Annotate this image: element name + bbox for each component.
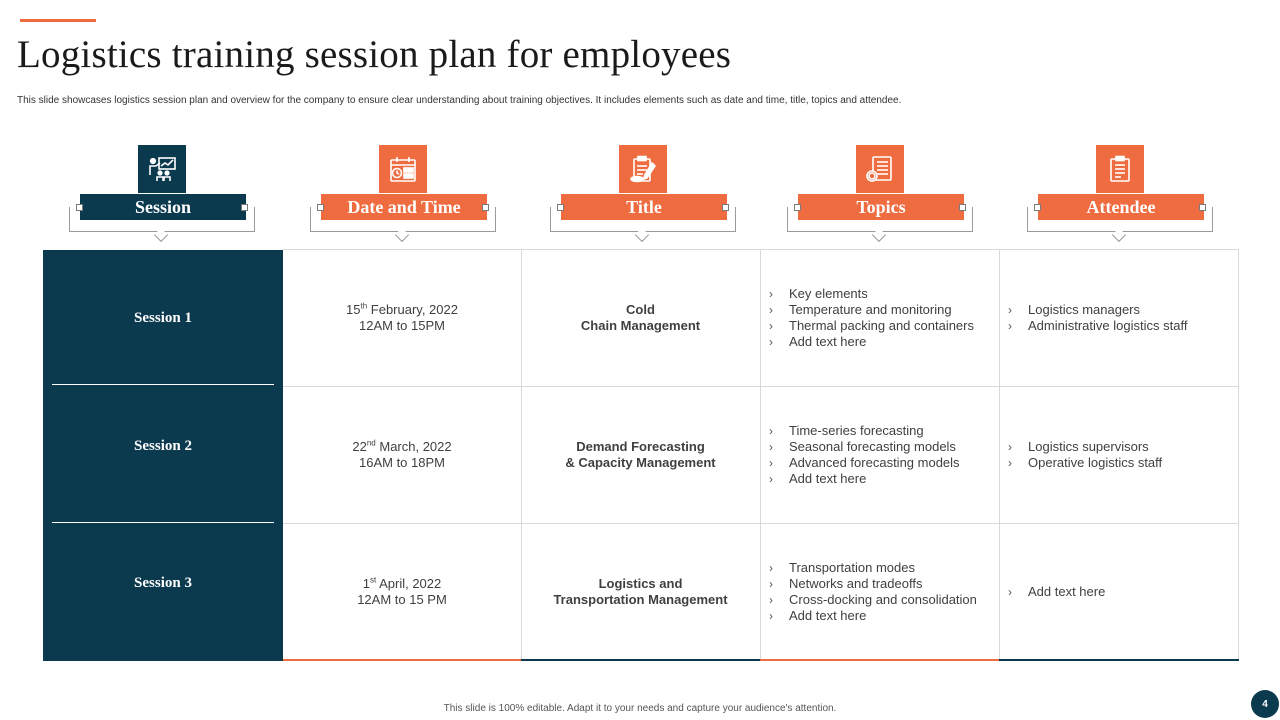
chevron-right-icon: › (1008, 584, 1012, 599)
chevron-right-icon: › (769, 423, 773, 438)
list-item: › Add text here (769, 607, 867, 623)
title-cell (521, 386, 760, 523)
connector-dot (482, 204, 489, 211)
clipboard-pen-icon (619, 145, 667, 193)
chevron-right-icon: › (769, 576, 773, 591)
list-item: › Thermal packing and containers (769, 317, 974, 333)
page-title: Logistics training session plan for employees (17, 33, 732, 76)
list-item: › Logistics supervisors (1008, 438, 1149, 454)
date-text: 22nd March, 2022 (352, 438, 452, 454)
chevron-right-icon: › (1008, 455, 1012, 470)
document-list-icon (856, 145, 904, 193)
connector-dot (1199, 204, 1206, 211)
list-item: › Add text here (1008, 583, 1106, 599)
date-time-cell (283, 386, 521, 523)
chevron-right-icon: › (769, 302, 773, 317)
chevron-right-icon: › (769, 560, 773, 575)
attendee-cell (1008, 523, 1238, 660)
title-cell (521, 249, 760, 386)
list-item: › Temperature and monitoring (769, 301, 952, 317)
list-item: › Key elements (769, 285, 868, 301)
title-cell (521, 523, 760, 660)
calendar-icon (379, 145, 427, 193)
list-item: › Transportation modes (769, 559, 915, 575)
connector-dot (959, 204, 966, 211)
connector-dot (317, 204, 324, 211)
chevron-right-icon: › (1008, 439, 1012, 454)
list-item: › Time-series forecasting (769, 422, 924, 438)
column-divider (999, 249, 1000, 661)
attendee-cell (1008, 249, 1238, 386)
time-text: 16AM to 18PM (359, 454, 445, 470)
chevron-right-icon: › (769, 471, 773, 486)
header-attendee (1027, 145, 1213, 241)
chevron-right-icon: › (769, 439, 773, 454)
list-item: › Networks and tradeoffs (769, 575, 923, 591)
list-item: › Administrative logistics staff (1008, 317, 1188, 333)
slide-description: This slide showcases logistics session plan and overview for the company to ensure clear understanding about training objectives. It includes elements such as date and time, title, topics and attendee. (17, 95, 902, 106)
sessions-column (43, 250, 283, 661)
header-date-time (310, 145, 496, 241)
attendee-cell (1008, 386, 1238, 523)
list-item: › Operative logistics staff (1008, 454, 1163, 470)
page-number-badge: 4 (1251, 690, 1279, 718)
chevron-right-icon: › (1008, 302, 1012, 317)
chevron-right-icon: › (769, 455, 773, 470)
date-time-cell (283, 249, 521, 386)
chevron-right-icon: › (769, 286, 773, 301)
title-line: & Capacity Management (565, 454, 716, 470)
list-item: › Seasonal forecasting models (769, 438, 956, 454)
date-text: 1st April, 2022 (362, 575, 442, 591)
time-text: 12AM to 15 PM (357, 591, 447, 607)
connector-dot (557, 204, 564, 211)
title-line: Cold (626, 301, 655, 317)
column-divider (760, 249, 761, 661)
title-line: Chain Management (580, 317, 701, 333)
presentation-icon (138, 145, 186, 193)
list-item: › Logistics managers (1008, 301, 1140, 317)
footer-note: This slide is 100% editable. Adapt it to your needs and capture your audience's attention. (443, 703, 837, 714)
header-label: Attendee (1038, 194, 1204, 220)
title-line: Transportation Management (553, 591, 728, 607)
chevron-right-icon: › (769, 592, 773, 607)
title-line: Demand Forecasting (576, 438, 705, 454)
topics-cell (769, 523, 999, 660)
table-border (1238, 249, 1239, 661)
list-item: › Cross-docking and consolidation (769, 591, 977, 607)
time-text: 12AM to 15PM (359, 317, 445, 333)
connector-dot (76, 204, 83, 211)
session-label: Session 2 (134, 438, 192, 454)
topics-cell (769, 249, 999, 386)
session-label: Session 1 (134, 310, 192, 326)
chevron-right-icon: › (769, 318, 773, 333)
header-title (550, 145, 736, 241)
chevron-right-icon: › (769, 608, 773, 623)
list-item: › Add text here (769, 333, 867, 349)
checklist-icon (1096, 145, 1144, 193)
connector-dot (722, 204, 729, 211)
title-line: Logistics and (598, 575, 683, 591)
list-item: › Add text here (769, 470, 867, 486)
list-item: › Advanced forecasting models (769, 454, 960, 470)
accent-line (20, 19, 96, 22)
topics-cell (769, 386, 999, 523)
header-label: Title (561, 194, 727, 220)
session-label: Session 3 (134, 575, 192, 591)
date-text: 15th February, 2022 (346, 301, 458, 317)
plan-table (283, 249, 1239, 661)
connector-dot (241, 204, 248, 211)
date-time-cell (283, 523, 521, 660)
header-label: Date and Time (321, 194, 487, 220)
connector-dot (794, 204, 801, 211)
chevron-right-icon: › (1008, 318, 1012, 333)
connector-dot (1034, 204, 1041, 211)
header-label: Session (80, 194, 246, 220)
header-label: Topics (798, 194, 964, 220)
header-session (69, 145, 255, 241)
header-topics (787, 145, 973, 241)
chevron-right-icon: › (769, 334, 773, 349)
